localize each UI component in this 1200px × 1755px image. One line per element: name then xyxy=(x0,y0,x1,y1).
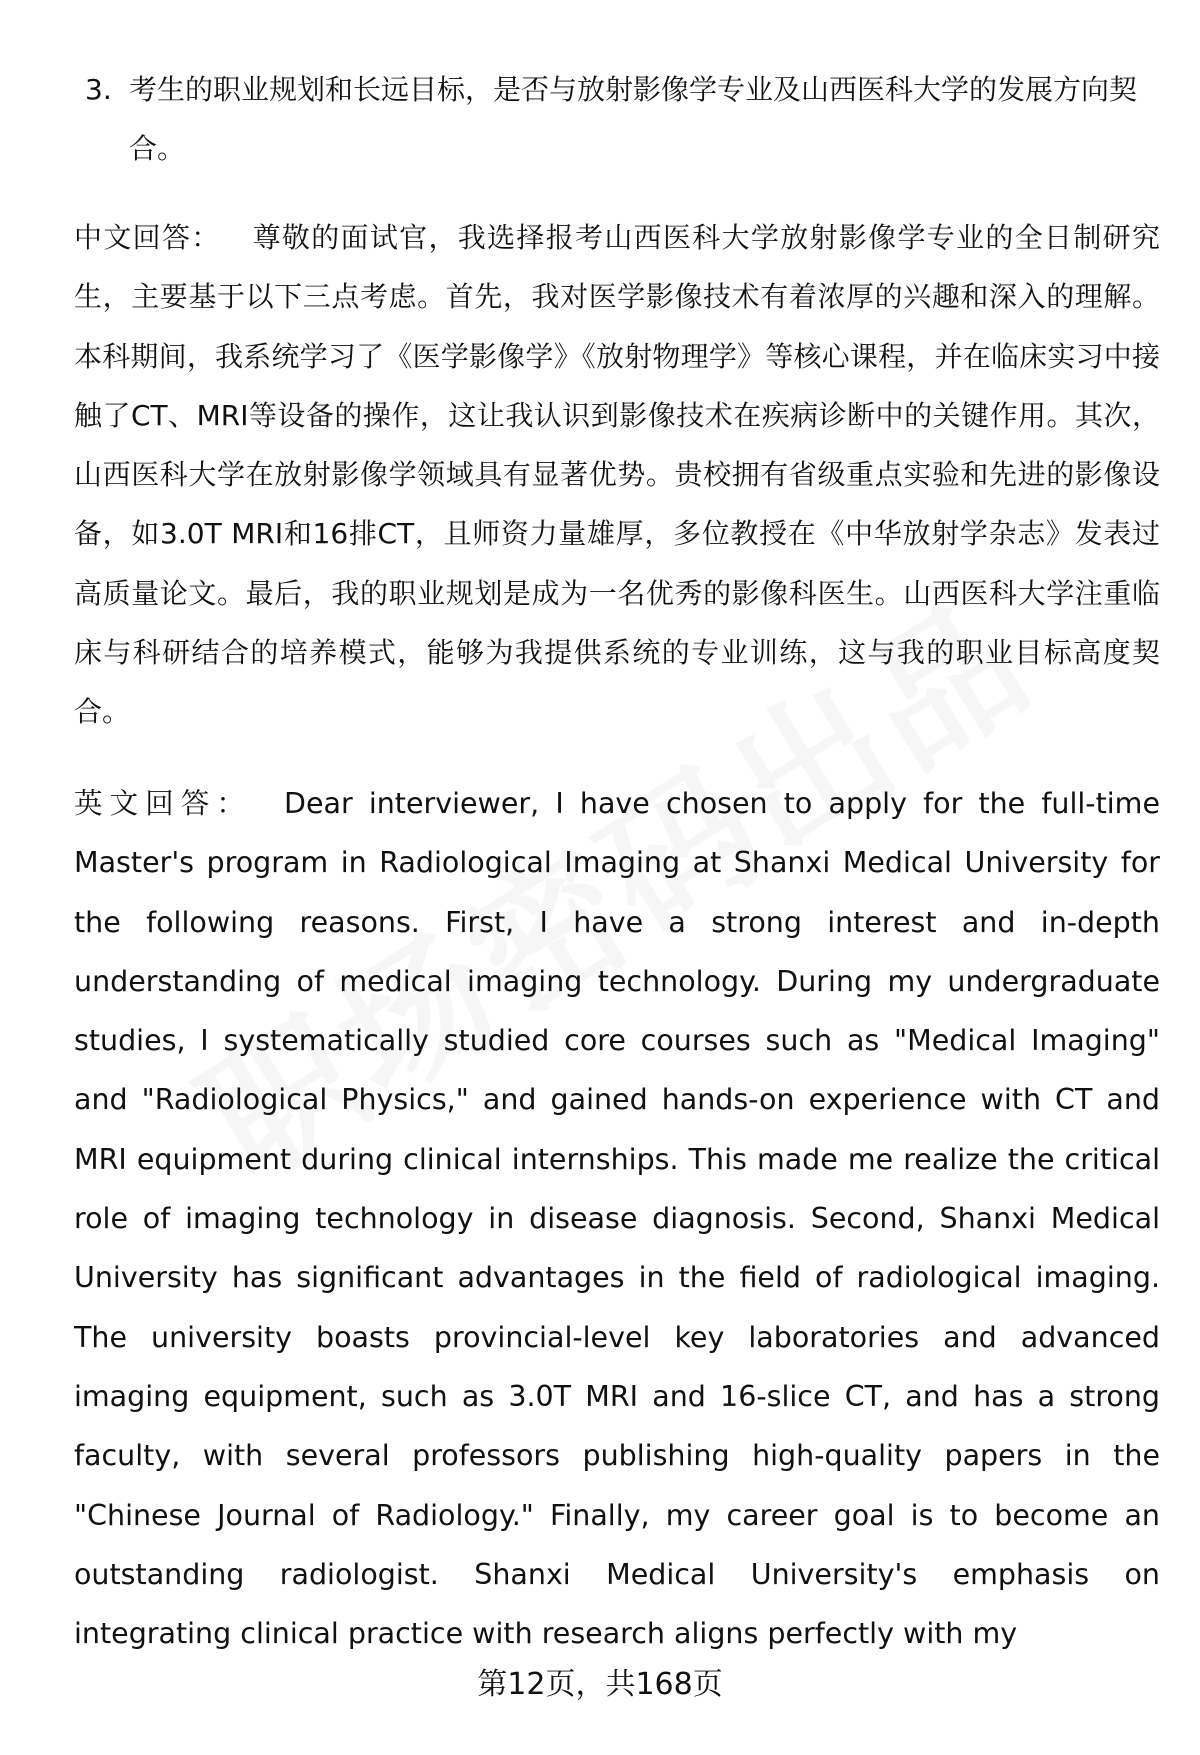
question-number: 3. xyxy=(85,73,112,106)
english-answer-paragraph xyxy=(74,774,1160,1663)
chinese-answer-paragraph xyxy=(74,208,1160,742)
english-answer-text: Dear interviewer, I have chosen to apply for the full-time Master's program in Radiological Imaging at Shanxi Medical University for the following reasons. First, I have a strong interest and in-depth understanding of medical imaging technology. During my undergraduate studies, I systematically studied core courses such as "Medical Imaging" and "Radiological Physics," and gained hands-on experience with CT and MRI equipment during clinical internships. This made me realize the critical role of imaging technology in disease diagnosis. Second, Shanxi Medical University has significant advantages in the field of radiological imaging. The university boasts provincial-level key laboratories and advanced imaging equipment, such as 3.0T MRI and 16-slice CT, and has a strong faculty, with several professors publishing high-quality papers in the "Chinese Journal of Radiology." Finally, my career goal is to become an outstanding radiologist. Shanxi Medical University's emphasis on integrating clinical practice with research aligns perfectly with my xyxy=(74,787,1160,1651)
chinese-answer-label: 中文回答： xyxy=(74,221,221,254)
chinese-answer-text: 尊敬的面试官，我选择报考山西医科大学放射影像学专业的全日制研究生，主要基于以下三点考虑。首先，我对医学影像技术有着浓厚的兴趣和深入的理解。本科期间，我系统学习了《医学影像学》《放射物理学》等核心课程，并在临床实习中接触了CT、MRI等设备的操作，这让我认识到影像技术在疾病诊断中的关键作用。其次，山西医科大学在放射影像学领域具有显著优势。贵校拥有省级重点实验和先进的影像设备，如3.0T MRI和16排CT，且师资力量雄厚，多位教授在《中华放射学杂志》发表过高质量论文。最后，我的职业规划是成为一名优秀的影像科医生。山西医科大学注重临床与科研结合的培养模式，能够为我提供系统的专业训练，这与我的职业目标高度契合。 xyxy=(74,221,1160,729)
question-text: 考生的职业规划和长远目标，是否与放射影像学专业及山西医科大学的发展方向契合。 xyxy=(129,73,1138,165)
page-number: 第12页，共168页 xyxy=(477,1667,723,1702)
english-answer-label: 英文回答： xyxy=(74,787,252,820)
question-item xyxy=(85,60,1145,178)
